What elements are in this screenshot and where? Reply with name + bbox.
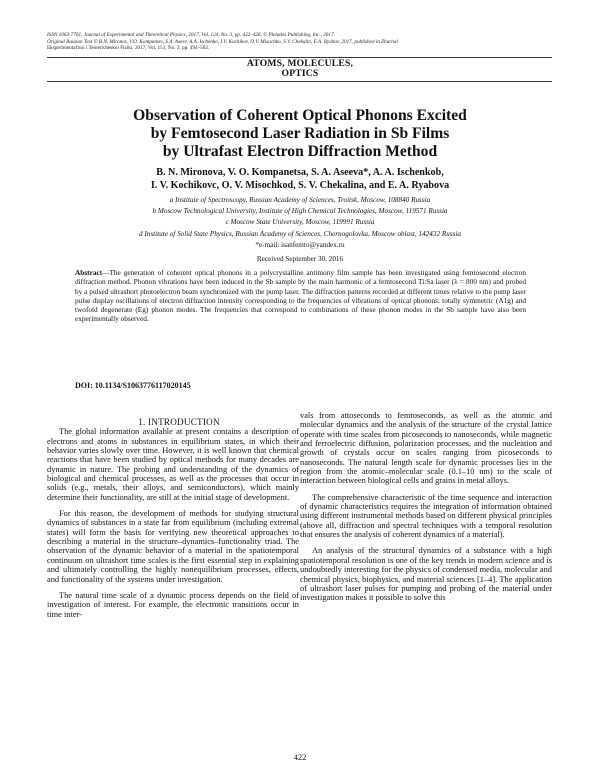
doi: DOI: 10.1134/S1063776117020145 <box>75 381 191 390</box>
abstract-label: Abstract <box>75 268 103 277</box>
section-banner <box>225 59 375 79</box>
authors-line-1: B. N. Mironova, V. O. Kompanetsa, S. A. Aseeva*, A. A. Ischenkob, <box>156 167 444 178</box>
paragraph-2: For this reason, the development of methods for studying structural dynamics of substances in a state far from equilibrium (including extremal states) will form the basis for verifying new theoretical approaches to describing a material in the structure–dynamics–functionality triad. The observation of the dynamic behavior of a material in the spatiotemporal continuum on ultrashort time scales is the first essential step in explaining and ultimately controlling the highly nonequilibrium processes, effects, and functionality of the systems under investigation. <box>47 509 299 584</box>
header-line-2: Original Russian Text © B.N. Mironov, V.O. Kompanets, S.A. Aseev, A.A. Ischenko, I.V. Kochikov, O.V. Misochko, S.V. Chekalin, E.A. Ryabov, 2017, published in Zhurnal <box>47 38 398 45</box>
section-banner-line-1: ATOMS, MOLECULES, <box>246 58 354 69</box>
title-line-1: Observation of Coherent Optical Phonons Excited <box>133 107 467 124</box>
paragraph-3-continued: vals from attoseconds to femtoseconds, as well as the atomic and molecular dynamics and the analysis of the structure of the crystal lattice operate with time scales from picoseconds to nanoseconds, while magnetic and ferroelectric diffusion, polarization processes, and the nucleation and growth of crystals occur on scales ranging from picoseconds to nanoseconds. The natural length scale for dynamic processes lies in the region from the atomic–molecular scale (0.1–10 nm) to the scale of interaction between biological cells and grains in metal alloys. <box>300 411 552 486</box>
journal-header <box>47 32 557 52</box>
page-number: 422 <box>293 753 307 762</box>
paragraph-4: The comprehensive characteristic of the time sequence and interaction of dynamic characteristics requires the integration of information obtained using different instrumental methods based on different physical principles (above all, diffraction and spectral techniques with a temporal resolution that ensures the analysis of coherent dynamics of a material). <box>300 492 552 540</box>
received-date: Received September 30, 2016 <box>256 255 344 263</box>
author-list <box>80 166 520 192</box>
authors-line-2: I. V. Kochikovc, O. V. Misochkod, S. V. Chekalina, and E. A. Ryabova <box>150 180 450 191</box>
banner-bottom-rule <box>47 81 552 82</box>
header-line-3: Eksperimental'noi i Teoreticheskoi Fiziki, 2017, Vol. 151, No. 3, pp. 494–502. <box>47 45 210 52</box>
abstract-text: —The generation of coherent optical phonons in a polycrystalline antimony film sample has been investigated using femtosecond electron diffraction method. Phonon vibrations have been induced in the Sb sample by the main harmonic of a femtosecond Ti:Sa laser (λ = 800 nm) and probed by a pulsed ultrashort photoelectron beam synchronized with the pump laser. The diffraction patterns recorded at different times relative to the pump laser pulse display oscillations of electron diffraction intensity corresponding to the frequencies of vibrations of optical phonons: totally symmetric (A1g) and twofold degenerate (Eg) phonon modes. The frequencies that correspond to combinations of these phonon modes in the Sb sample have also been experimentally observed. <box>75 268 526 324</box>
affiliations <box>47 195 553 251</box>
paragraph-1: The global information available at present contains a description of electrons and atoms in substances in equilibrium states, in which their behavior varies slowly over time. However, it is well known that chemical reactions that have been studied by optical methods for many decades are dynamic in nature. The probing and understanding of the dynamics of biological and chemical processes, as well as the processes that occur in solids (e.g., metals, their alloys, and semiconductors), which mainly determine their functionality, are still at the initial stage of development. <box>47 427 299 502</box>
affiliation-a: a Institute of Spectroscopy, Russian Academy of Sciences, Troitsk, Moscow, 108840 Russia <box>169 196 431 204</box>
section-banner-line-2: OPTICS <box>281 68 319 79</box>
column-right <box>300 411 552 603</box>
title-line-2: by Femtosecond Laser Radiation in Sb Films <box>150 125 450 142</box>
abstract <box>75 268 526 324</box>
affiliation-b: b Moscow Technological University, Institute of High Chemical Technologies, Moscow, 119571 Russia <box>152 207 448 216</box>
section-heading-introduction: 1. INTRODUCTION <box>138 417 220 427</box>
contact-email: *e-mail: isanfemto@yandex.ru <box>255 240 345 249</box>
affiliation-d: d Institute of Solid State Physics, Russian Academy of Sciences, Chernogolovka, Moscow oblast, 142432 Russia <box>138 229 462 238</box>
title-line-3: by Ultrafast Electron Diffraction Method <box>162 143 438 160</box>
paper-title <box>80 107 520 161</box>
paragraph-5: An analysis of the structural dynamics of a substance with a high spatiotemporal resolution is one of the key trends in modern science and is undoubtedly interesting for the physics of condensed media, molecular and chemical physics, biophysics, and material sciences [1–4]. The application of ultrashort laser pulses for pumping and probing of the material under investigation makes it possible to solve this <box>300 546 552 603</box>
paragraph-3: The natural time scale of a dynamic process depends on the field of investigation of interest. For example, the electronic transitions occur in time inter- <box>47 590 299 619</box>
header-line-1: ISSN 1063-7761, Journal of Experimental and Theoretical Physics, 2017, Vol. 124, No. 3, pp. 422–426. © Pleiades Publishing, Inc., 2017. <box>47 32 335 38</box>
column-left <box>47 418 299 619</box>
affiliation-c: c Moscow State University, Moscow, 119991 Russia <box>225 218 375 227</box>
